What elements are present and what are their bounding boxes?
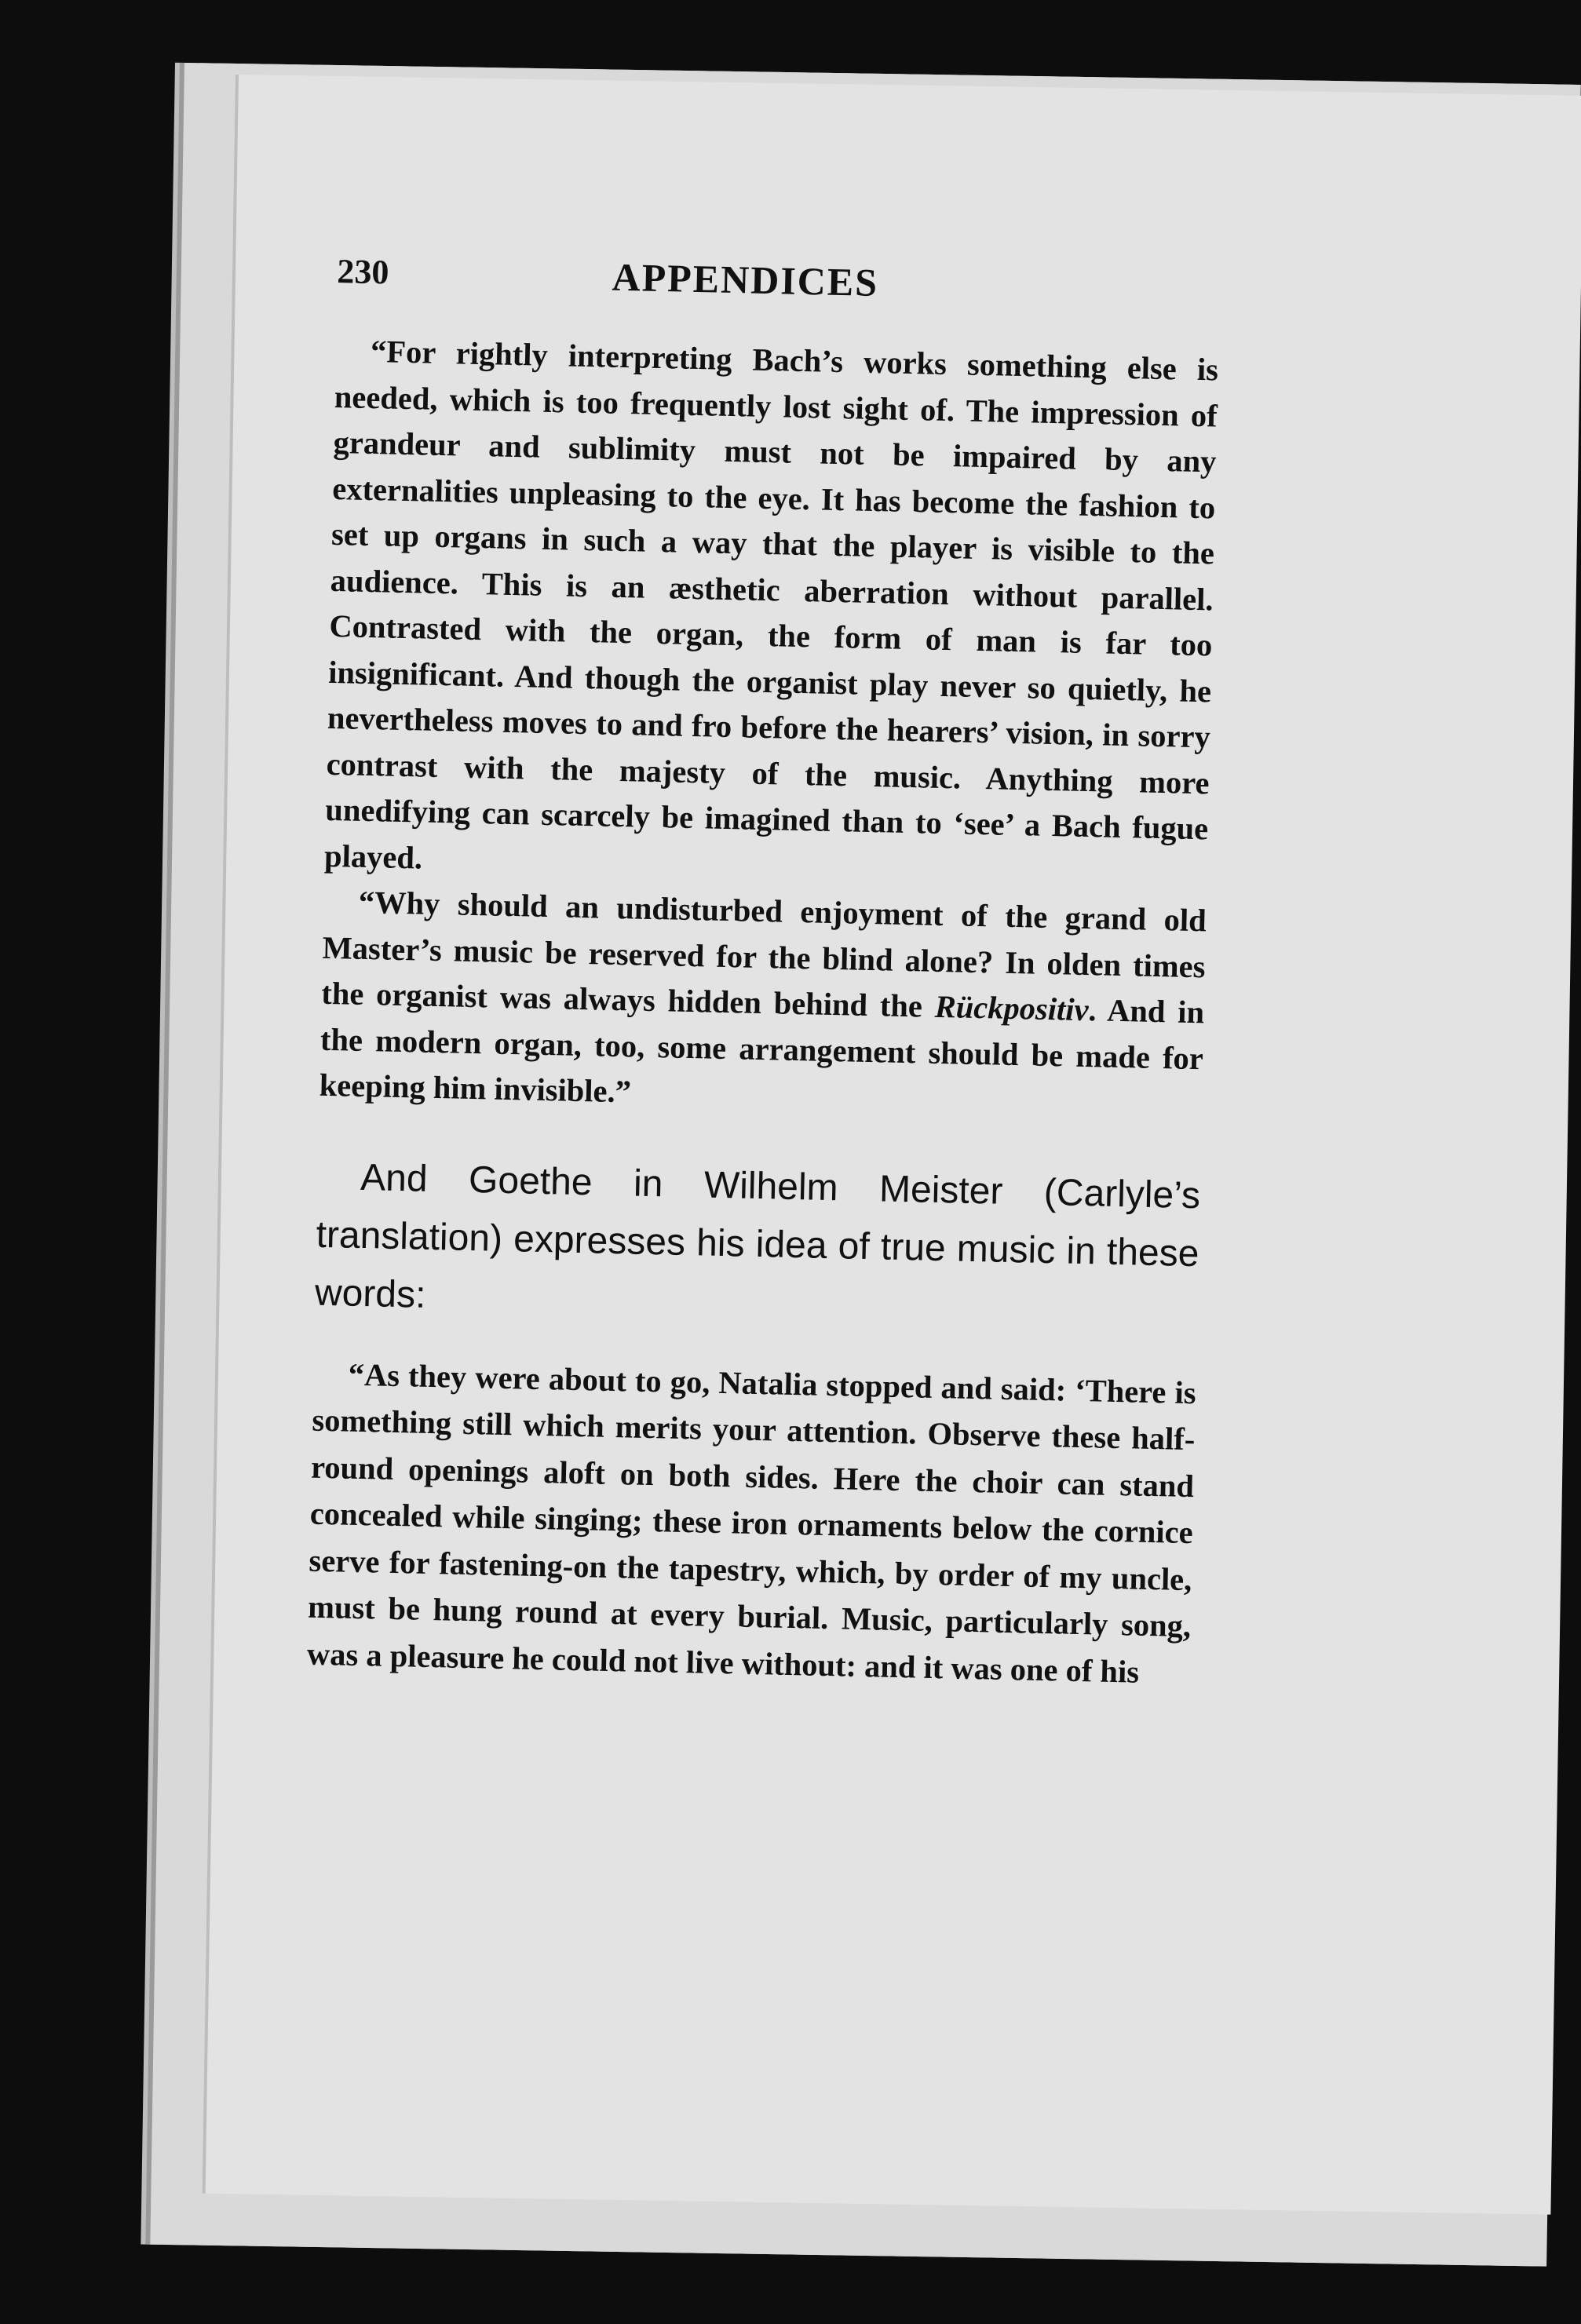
goethe-paragraph-1: “As they were about to go, Natalia stopped and said: ‘There is something still which merits your attention. Observe these half-round openings aloft on both sides. Here the choir can stand concealed while singing; these iron ornaments below the cornice serve for fastening-on the tapestry, which, by order of my uncle, must be hung round at every burial. Music, particularly song, was a pleasure he could not live without: and it was one of his [306, 1356, 1197, 1690]
goethe-intro-paragraph: And Goethe in Wilhelm Meister (Carlyle’s translation) expresses his idea of true music in these words: [314, 1156, 1201, 1316]
page-number: 230 [336, 251, 389, 292]
quote-paragraph-2-end: . And in the modern organ, too, some arrangement should be made for keeping him invisible.” [319, 992, 1205, 1110]
running-head: APPENDICES [612, 254, 879, 305]
goethe-quote [306, 1350, 1196, 1696]
page-text-block [306, 251, 1220, 1696]
quote-paragraph-2-start: “Why should an undisturbed enjoyment of the grand old Master’s music be reserved for the blind alone? In olden times the organist was always hidden behind the [320, 884, 1207, 1024]
quote-paragraph-2 [319, 879, 1207, 1128]
quote-paragraph-1: “For rightly interpreting Bach’s works something else is needed, which is too frequently lost sight of. The impression of grandeur and sublimity must not be impaired by any externalities unpleasing to the eye. It has become the fashion to set up organs in such a way that the player is visible to the audience. This is an æsthetic aberration without parallel. Contrasted with the organ, the form of man is far too insignificant. And though the organist play never so quietly, he nevertheless moves to and fro before the hearers’ vision, in sorry contrast with the majesty of the music. Anything more unedifying can scarcely be imagined than to ‘see’ a Bach fugue played. [323, 333, 1219, 876]
bach-quote [319, 328, 1218, 1128]
rueckpositiv-term: Rückpositiv [934, 988, 1089, 1028]
